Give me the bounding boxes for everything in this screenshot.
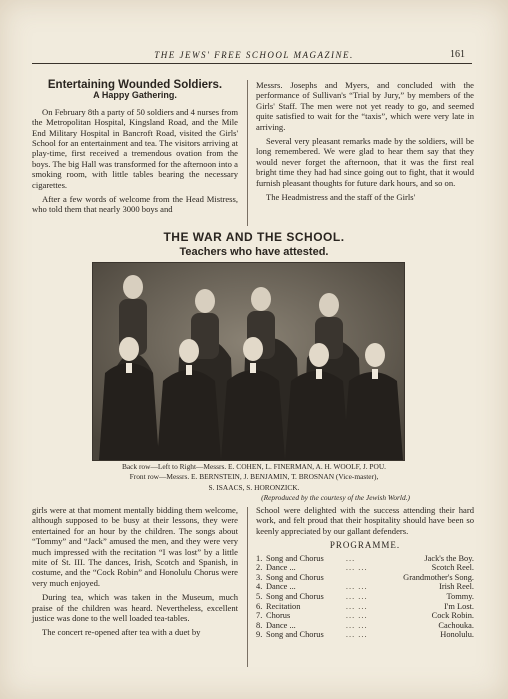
programme-item-type: Dance ... (266, 582, 296, 592)
programme-item (256, 602, 474, 612)
programme-number: 2. (256, 563, 263, 573)
programme-list (256, 554, 474, 640)
programme-item-type: Chorus (266, 611, 291, 621)
programme-item (256, 592, 474, 602)
programme-item (256, 563, 474, 573)
programme-dots: ... ... (345, 563, 368, 573)
programme-dots: ... ... (345, 601, 368, 611)
article-paragraph: girls were at that moment mentally bidding them welcome, although supposed to be busy at their lessons, they were entertained for an hour by the children. The songs about “Tommy” and “Jack” amused the men, and they were very much impressed with the recitation “I was lost” by a little mite of St. III. The dances, Irish, Scotch and Spanish, in costume, and the “Cock Robin” and Honolulu Chorus were very much enjoyed. (32, 505, 238, 588)
programme-item-title: I'm Lost. (444, 601, 474, 611)
article-paragraph: Several very pleasant remarks made by the soldiers, will be long remembered. We were glad to hear them say that they would never forget the afternoon, that it was the first real bright time they had had since going out to fight, that it would furnish pleasant thoughts for future dark hours, and so on. (256, 136, 474, 188)
programme-number: 3. (256, 572, 263, 582)
column-divider (247, 80, 248, 226)
programme-item (256, 582, 474, 592)
photo-credit: (Reproduced by the courtesy of the Jewish World.) (261, 493, 410, 502)
article-paragraph: The Headmistress and the staff of the Girls' (266, 192, 416, 203)
programme-item-title: Irish Reel. (439, 582, 474, 592)
article-paragraph: During tea, which was taken in the Museum, much praise of the children was heard. Nevertheless, excellent justice was done to the well loaded tea-tables. (32, 592, 238, 624)
programme-number: 6. (256, 601, 263, 611)
programme-dots: ... ... (345, 582, 368, 592)
programme-item-type: Dance ... (266, 563, 296, 573)
programme-number: 4. (256, 582, 263, 592)
article-paragraph: After a few words of welcome from the Head Mistress, who told them that nearly 3000 boys and (32, 194, 238, 215)
programme-item-type: Song and Chorus (266, 572, 324, 582)
programme-item (256, 621, 474, 631)
photo-caption-front: Front row—Messrs. E. BERNSTEIN, J. BENJAMIN, T. BROSNAN (Vice-master), (129, 472, 379, 481)
programme-item-type: Dance ... (266, 620, 296, 630)
programme-item (256, 554, 474, 564)
programme-number: 9. (256, 630, 263, 640)
programme-item (256, 573, 474, 583)
programme-item-title: Jack's the Boy. (424, 553, 474, 563)
teachers-photograph (92, 262, 405, 461)
programme-dots: ... ... (345, 592, 368, 601)
programme-item-type: Song and Chorus (266, 630, 324, 640)
programme-item (256, 630, 474, 640)
photo-caption-front-cont: S. ISAACS, S. HORONZICK. (208, 483, 300, 492)
programme-dots: ... (345, 553, 356, 563)
bottom-left-column (32, 505, 238, 642)
programme-number: 1. (256, 553, 263, 563)
programme-number: 5. (256, 592, 263, 601)
programme-dots: ... ... (345, 611, 368, 621)
war-section-title: THE WAR AND THE SCHOOL. (163, 230, 345, 244)
magazine-title: THE JEWS' FREE SCHOOL MAGAZINE. (154, 50, 354, 60)
programme-item-title: Cachouka. (438, 620, 474, 630)
article-subtitle: A Happy Gathering. (93, 90, 177, 101)
article-title: Entertaining Wounded Soldiers. (47, 79, 223, 91)
article-right-column (256, 80, 474, 206)
article-paragraph: School were delighted with the success attending their hard work, and felt proud that their hospitality should have been so keenly appreciated by our gallant defenders. (256, 505, 474, 536)
bottom-right-column (256, 505, 474, 640)
article-paragraph: Messrs. Josephs and Myers, and concluded with the performance of Sullivan's “Trial by Jury,” by members of the Girls' Staff. The men were not yet ready to go, and seemed quite satisfied to wait for the “taxis”, which were very late in arriving. (256, 80, 474, 132)
programme-item-title: Honolulu. (440, 630, 474, 640)
photo-caption-back: Back row—Left to Right—Messrs. E. COHEN, L. FINERMAN, A. H. WOOLF, J. POU. (121, 462, 387, 471)
programme-item-title: Grandmother's Song. (403, 572, 474, 582)
column-divider (247, 507, 248, 667)
page-number: 161 (450, 49, 465, 60)
article-paragraph: On February 8th a party of 50 soldiers and 4 nurses from the Metropolitan Hospital, Kingsland Road, and the Mile End Military Hospital in Bancroft Road, visited the Girls' School for an entertainment and tea. The visitors arriving at play-time, first received a tremendous ovation from the boys. The big Hall was transformed for the afternoon into a smoking room, with little tables bearing the necessary cigarettes. (32, 106, 238, 190)
programme-item-type: Recitation (266, 601, 301, 611)
war-section-subtitle: Teachers who have attested. (179, 246, 329, 258)
programme-item-title: Cock Robin. (431, 611, 474, 621)
article-left-column (32, 80, 238, 219)
programme-item-type: Song and Chorus (266, 592, 324, 601)
programme-item-type: Song and Chorus (266, 553, 324, 563)
article-paragraph: The concert re-opened after tea with a duet by (42, 627, 201, 638)
programme-item-title: Scotch Reel. (431, 563, 474, 573)
programme-item-title: Tommy. (446, 592, 474, 601)
programme-title: PROGRAMME. (329, 540, 401, 551)
programme-number: 7. (256, 611, 263, 621)
programme-dots: ... ... (345, 630, 368, 640)
programme-item (256, 611, 474, 621)
programme-dots: ... ... (345, 620, 368, 630)
header-rule (32, 63, 472, 64)
programme-number: 8. (256, 620, 263, 630)
